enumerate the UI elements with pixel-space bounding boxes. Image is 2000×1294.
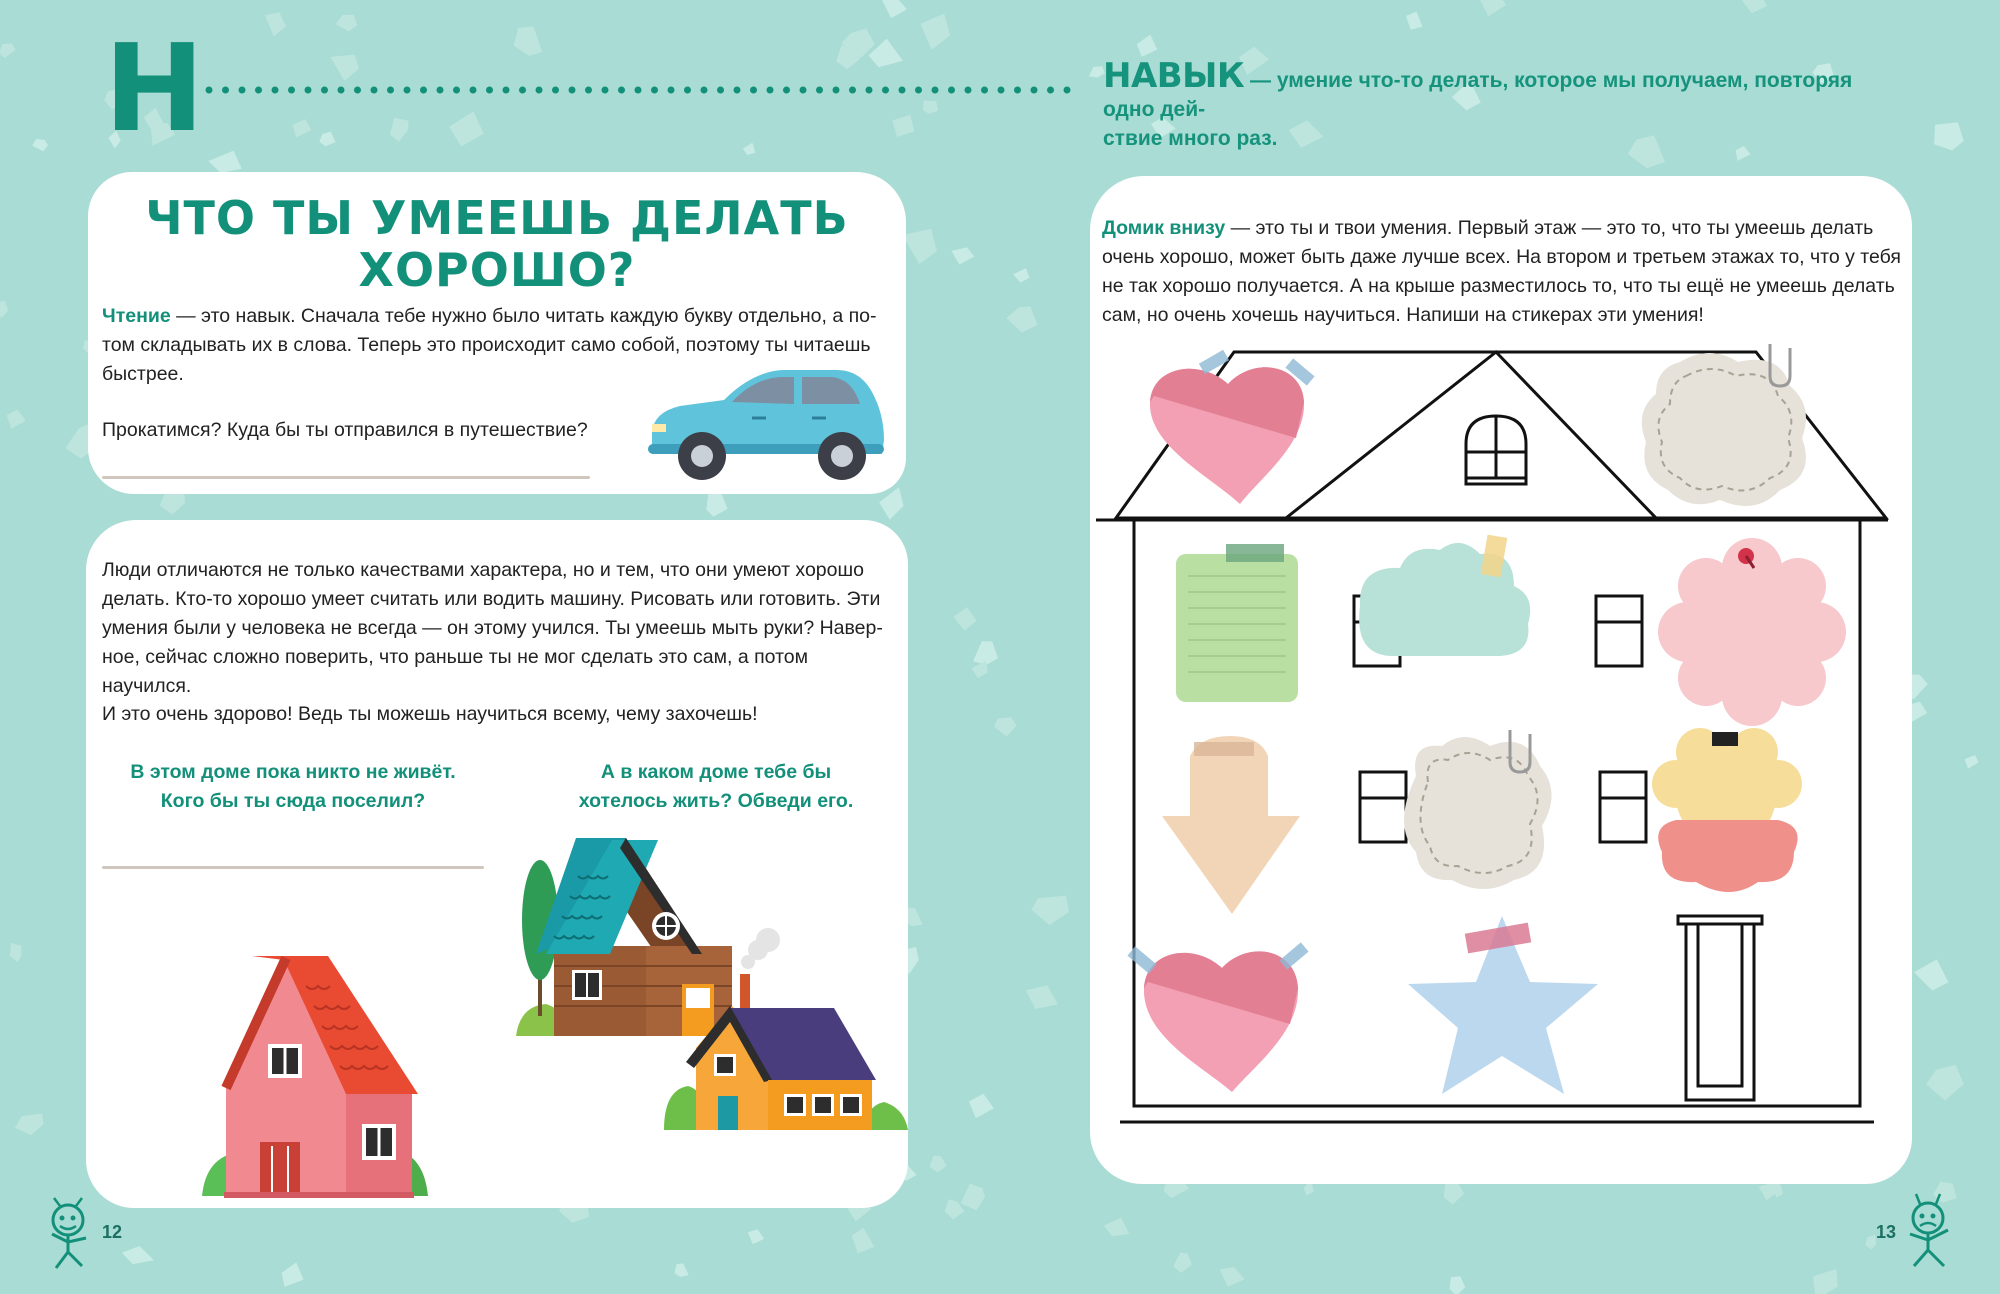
confetti-shape: [7, 410, 26, 429]
answer-line[interactable]: [102, 476, 590, 479]
title-line-1: ЧТО ТЫ УМЕЕШЬ ДЕЛАТЬ: [145, 191, 849, 245]
caption-1-line-1: В этом доме пока никто не живёт.: [130, 761, 456, 783]
confetti-shape: [973, 641, 998, 665]
confetti-shape: [879, 487, 903, 519]
confetti-shape: [852, 1228, 875, 1254]
instruction-line-3: не так хорошо получается. А на крыше разместилось то, что ты ещё не умеешь делать: [1102, 275, 1895, 297]
flower-sticker-yellow-pink[interactable]: [1652, 728, 1802, 892]
skills-line-2: делать. Кто-то хорошо умеет считать или водить машину. Рисовать или готовить. Эти: [102, 588, 881, 610]
house-term: Домик внизу: [1102, 217, 1226, 239]
confetti-shape: [882, 0, 907, 18]
reading-line-1: — это навык. Сначала тебе нужно было читать каждую букву отдельно, а по-: [170, 305, 877, 327]
confetti-shape: [331, 55, 359, 82]
confetti-shape: [1477, 0, 1507, 16]
confetti-shape: [1444, 1184, 1464, 1205]
confetti-shape: [1926, 1065, 1964, 1101]
skills-panel: [86, 520, 908, 1208]
skills-line-4: ное, сейчас сложно поверить, что раньше ты не мог сделать это сам, а потом научился.: [102, 646, 809, 697]
instruction-line-4: сам, но очень хочешь научиться. Напиши на стикерах эти умения!: [1102, 304, 1704, 326]
cloud-sticker-roof[interactable]: [1642, 344, 1806, 506]
confetti-shape: [449, 111, 484, 146]
car-illustration: [632, 362, 892, 482]
cloud-sticker-mint[interactable]: [1359, 535, 1530, 656]
skills-line-1: Люди отличаются не только качествами характера, но и тем, что они умеют хорошо: [102, 559, 864, 581]
confetti-shape: [969, 1094, 994, 1119]
pink-house-illustration[interactable]: [196, 956, 436, 1206]
caption-2-line-1: А в каком доме тебе бы: [600, 761, 832, 783]
confetti-shape: [0, 44, 16, 58]
confetti-shape: [336, 15, 358, 32]
skills-line-3: умения были у человека не всегда — он этому учился. Ты умеешь мыть руки? Навер-: [102, 617, 883, 639]
confetti-shape: [1965, 755, 1979, 769]
confetti-shape: [675, 1263, 689, 1277]
empty-house-caption: [102, 758, 484, 816]
skills-paragraph: [102, 556, 902, 701]
section-letter: Н: [104, 20, 205, 159]
confetti-shape: [1173, 1252, 1192, 1273]
instruction-line-2: очень хорошо, может быть даже лучше всех. На втором и третьем этажах то, что у тебя: [1102, 246, 1901, 268]
doodle-character-icon: [40, 1198, 98, 1270]
confetti-shape: [514, 27, 543, 57]
confetti-shape: [1914, 959, 1948, 990]
confetti-shape: [265, 12, 286, 36]
confetti-shape: [902, 229, 937, 264]
confetti-shape: [743, 143, 756, 155]
encouragement-text: И это очень здорово! Ведь ты можешь научиться всему, чему захочешь!: [102, 703, 758, 725]
page-number-left: 12: [102, 1222, 123, 1242]
confetti-shape: [951, 247, 974, 264]
confetti-shape: [920, 14, 950, 50]
confetti-shape: [292, 119, 311, 137]
definition-text-2: ствие много раз.: [1103, 127, 1278, 150]
confetti-shape: [954, 607, 977, 631]
lined-note-sticker[interactable]: [1176, 544, 1298, 702]
heart-sticker-bottom[interactable]: [1127, 942, 1308, 1092]
confetti-shape: [923, 101, 938, 114]
heart-sticker-roof[interactable]: [1150, 350, 1315, 504]
reading-panel: [88, 172, 906, 494]
confetti-shape: [994, 717, 1016, 736]
caption-1-line-2: Кого бы ты сюда поселил?: [160, 790, 426, 812]
confetti-shape: [390, 118, 409, 142]
confetti-shape: [15, 1114, 44, 1136]
reading-line-3: быстрее.: [102, 363, 184, 385]
confetti-shape: [961, 1184, 985, 1211]
term-definition: [1103, 56, 1903, 153]
confetti-shape: [282, 1262, 304, 1286]
title-line-2: ХОРОШО?: [358, 243, 636, 297]
confetti-shape: [1813, 1269, 1838, 1294]
answer-line[interactable]: [102, 866, 484, 869]
cloud-sticker-beige[interactable]: [1404, 730, 1552, 889]
confetti-shape: [1031, 896, 1069, 925]
instruction-line-1: — это ты и твои умения. Первый этаж — это то, что ты умеешь делать: [1225, 217, 1874, 239]
confetti-shape: [1449, 1276, 1465, 1294]
confetti-shape: [892, 115, 914, 137]
confetti-shape: [1137, 35, 1158, 57]
confetti-shape: [122, 1246, 154, 1264]
reading-line-2: том складывать их в слова. Теперь это происходит само собой, поэтому ты читаешь: [102, 334, 871, 356]
skill-house-panel: [1090, 176, 1912, 1184]
confetti-shape: [1220, 1267, 1245, 1287]
caption-2-line-2: хотелось жить? Обведи его.: [578, 790, 854, 812]
definition-text-1: — умение что-то делать, которое мы получаем, повторяя одно дей-: [1103, 69, 1853, 121]
confetti-shape: [1006, 306, 1037, 332]
confetti-shape: [10, 943, 22, 963]
flower-sticker-pink[interactable]: [1658, 538, 1846, 726]
confetti-shape: [319, 132, 335, 147]
confetti-shape: [972, 661, 988, 678]
confetti-shape: [1026, 985, 1058, 1009]
page-title: [88, 192, 906, 296]
confetti-shape: [1741, 0, 1767, 13]
confetti-shape: [0, 301, 8, 319]
page-number-right: 13: [1876, 1222, 1897, 1242]
choose-house-caption: [536, 758, 896, 816]
confetti-shape: [1406, 12, 1423, 30]
confetti-shape: [208, 151, 241, 173]
reading-term: Чтение: [102, 305, 171, 327]
trip-question: Прокатимся? Куда бы ты отправился в путешествие?: [102, 419, 588, 441]
star-sticker[interactable]: [1408, 916, 1598, 1094]
confetti-shape: [32, 139, 48, 151]
arrow-sticker[interactable]: [1162, 736, 1300, 914]
confetti-shape: [1759, 1182, 1778, 1200]
yellow-house-illustration[interactable]: [664, 930, 914, 1130]
doodle-character-icon: [1900, 1194, 1958, 1270]
definition-term: НАВЫК: [1103, 56, 1245, 96]
confetti-shape: [1866, 1235, 1877, 1250]
confetti-shape: [1934, 122, 1964, 150]
skill-house-drawing: [1090, 176, 1912, 1184]
confetti-shape: [929, 1156, 946, 1173]
confetti-shape: [1104, 1218, 1129, 1237]
confetti-shape: [748, 1229, 764, 1244]
dotted-leader: [205, 84, 1085, 96]
confetti-shape: [1013, 268, 1029, 282]
